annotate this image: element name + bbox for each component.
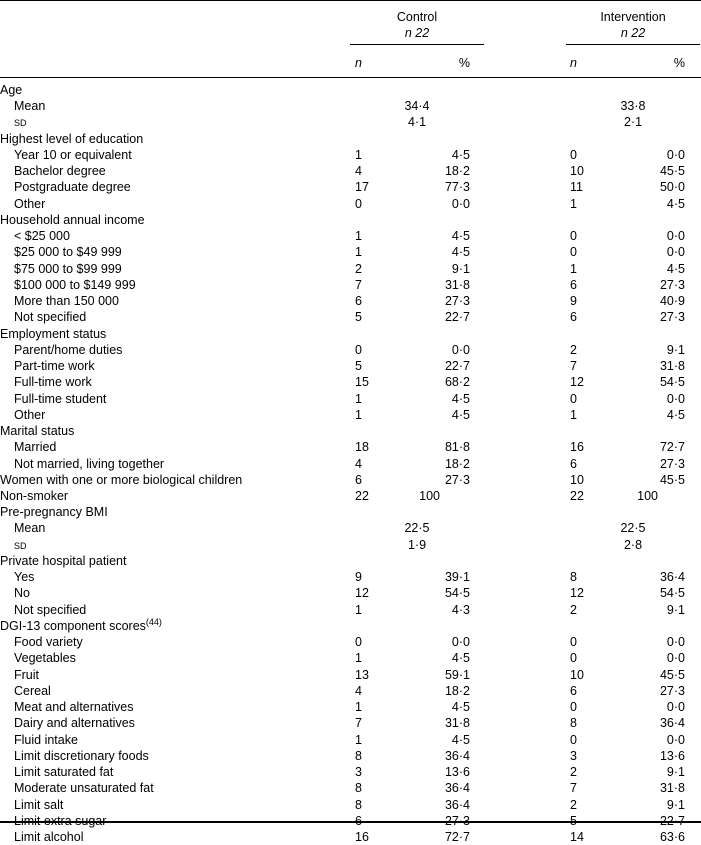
control-n: 2	[355, 262, 362, 276]
control-pct: 4·5	[451, 408, 470, 422]
control-pct: 4·5	[451, 229, 470, 243]
row-label: Other	[14, 408, 46, 422]
intervention-pct: 0·0	[666, 229, 685, 243]
row-label: Yes	[14, 570, 35, 584]
row-label: sd	[14, 538, 27, 552]
row-label: Private hospital patient	[0, 554, 127, 568]
control-n: 8	[355, 798, 362, 812]
row-label: Mean	[14, 99, 46, 113]
intervention-pct: 27·3	[659, 457, 685, 471]
control-n: 9	[355, 570, 362, 584]
row-label: < $25 000	[14, 229, 70, 243]
intervention-pct: 54·5	[659, 586, 685, 600]
intervention-pct: 45·5	[659, 668, 685, 682]
row-label: Pre-pregnancy BMI	[0, 505, 108, 519]
row-label: Employment status	[0, 327, 107, 341]
row-label: Cereal	[14, 684, 51, 698]
row-label: Dairy and alternatives	[14, 716, 135, 730]
row-label: More than 150 000	[14, 294, 119, 308]
control-pct: 4·5	[451, 651, 470, 665]
control-n-column-header: n	[355, 56, 362, 70]
control-pct: 0·0	[451, 343, 470, 357]
control-n: 7	[355, 716, 362, 730]
intervention-n: 6	[570, 457, 577, 471]
row-label: Age	[0, 83, 23, 97]
intervention-value: 2·8	[623, 538, 643, 552]
control-pct: 59·1	[444, 668, 470, 682]
intervention-n: 3	[570, 749, 577, 763]
intervention-n: 0	[570, 651, 577, 665]
row-label: Fluid intake	[14, 733, 78, 747]
intervention-pct: 27·3	[659, 310, 685, 324]
row-label: Mean	[14, 521, 46, 535]
row-label: Part-time work	[14, 359, 95, 373]
intervention-pct: 9·1	[666, 343, 685, 357]
control-n: 22	[355, 489, 369, 503]
intervention-group-underline	[566, 44, 700, 45]
intervention-pct: 0·0	[666, 635, 685, 649]
intervention-value: 33·8	[620, 99, 646, 113]
row-label: Limit salt	[14, 798, 64, 812]
row-label: Parent/home duties	[14, 343, 123, 357]
row-label: Not specified	[14, 603, 87, 617]
control-n: 12	[355, 586, 369, 600]
intervention-pct: 4·5	[666, 197, 685, 211]
intervention-n: 1	[570, 197, 577, 211]
intervention-pct: 9·1	[666, 798, 685, 812]
control-pct: 4·5	[451, 700, 470, 714]
intervention-n: 8	[570, 716, 577, 730]
intervention-n: 0	[570, 229, 577, 243]
intervention-pct: 31·8	[659, 359, 685, 373]
control-n: 8	[355, 781, 362, 795]
intervention-pct: 36·4	[659, 716, 685, 730]
intervention-pct: 4·5	[666, 408, 685, 422]
intervention-pct: 9·1	[666, 603, 685, 617]
intervention-pct: 0·0	[666, 651, 685, 665]
control-pct: 31·8	[444, 278, 470, 292]
control-pct: 18·2	[444, 164, 470, 178]
control-pct: 18·2	[444, 684, 470, 698]
row-label: Full-time work	[14, 375, 92, 389]
intervention-n: 11	[570, 180, 583, 194]
control-pct-column-header: %	[458, 56, 470, 70]
intervention-pct: 0·0	[666, 700, 685, 714]
intervention-n: 12	[570, 586, 584, 600]
control-n: 6	[355, 473, 362, 487]
intervention-n: 10	[570, 164, 584, 178]
control-group-header: Control	[396, 10, 438, 24]
control-n: 5	[355, 310, 362, 324]
control-value: 1·9	[407, 538, 427, 552]
control-n: 1	[355, 408, 362, 422]
control-pct: 31·8	[444, 716, 470, 730]
intervention-pct: 36·4	[659, 570, 685, 584]
control-group-underline	[350, 44, 484, 45]
control-n: 1	[355, 700, 362, 714]
intervention-pct: 40·9	[659, 294, 685, 308]
control-n: 1	[355, 229, 362, 243]
control-n: 3	[355, 765, 362, 779]
row-label: Not specified	[14, 310, 87, 324]
intervention-n: 22	[570, 489, 584, 503]
intervention-pct: 13·6	[659, 749, 685, 763]
row-label: Limit alcohol	[14, 830, 84, 844]
row-label: Married	[14, 440, 57, 454]
row-label: Meat and alternatives	[14, 700, 134, 714]
control-pct: 4·5	[451, 733, 470, 747]
control-n: 1	[355, 392, 362, 406]
row-label: Fruit	[14, 668, 39, 682]
control-pct: 0·0	[451, 635, 470, 649]
intervention-n: 0	[570, 148, 577, 162]
row-label: Vegetables	[14, 651, 76, 665]
control-pct: 68·2	[444, 375, 470, 389]
intervention-value: 22·5	[620, 521, 646, 535]
control-pct: 27·3	[444, 473, 470, 487]
footnote-reference: (44)	[145, 616, 162, 627]
control-value: 34·4	[404, 99, 430, 113]
row-label: Not married, living together	[14, 457, 165, 471]
control-pct: 4·5	[451, 148, 470, 162]
control-pct: 13·6	[444, 765, 470, 779]
intervention-pct: 0·0	[666, 148, 685, 162]
intervention-n: 1	[570, 262, 577, 276]
intervention-pct: 0·0	[666, 733, 685, 747]
row-label: Limit saturated fat	[14, 765, 114, 779]
control-pct: 36·4	[444, 781, 470, 795]
intervention-n: 0	[570, 245, 577, 259]
control-pct: 36·4	[444, 798, 470, 812]
control-n: 0	[355, 197, 362, 211]
intervention-n: 2	[570, 765, 577, 779]
row-label: Household annual income	[0, 213, 145, 227]
intervention-n: 0	[570, 700, 577, 714]
header-rule	[0, 77, 701, 78]
control-n: 0	[355, 343, 362, 357]
row-label: Full-time student	[14, 392, 107, 406]
row-label: Moderate unsaturated fat	[14, 781, 154, 795]
control-n: 17	[355, 180, 369, 194]
intervention-n: 8	[570, 570, 577, 584]
control-n: 7	[355, 278, 362, 292]
control-n: 5	[355, 359, 362, 373]
row-label: $75 000 to $99 999	[14, 262, 122, 276]
intervention-pct: 72·7	[659, 440, 685, 454]
intervention-pct-column-header: %	[673, 56, 685, 70]
intervention-pct: 27·3	[659, 684, 685, 698]
intervention-n: 6	[570, 278, 577, 292]
intervention-n-column-header: n	[570, 56, 577, 70]
control-n: 1	[355, 733, 362, 747]
intervention-n: 12	[570, 375, 584, 389]
control-pct: 81·8	[444, 440, 470, 454]
intervention-n: 6	[570, 310, 577, 324]
intervention-pct: 63·6	[659, 830, 685, 844]
control-n: 1	[355, 245, 362, 259]
intervention-pct: 0·0	[666, 245, 685, 259]
control-value: 4·1	[407, 115, 427, 129]
intervention-pct: 45·5	[659, 473, 685, 487]
control-pct: 4·3	[451, 603, 470, 617]
control-n: 1	[355, 651, 362, 665]
control-pct: 54·5	[444, 586, 470, 600]
intervention-pct: 9·1	[666, 765, 685, 779]
intervention-pct: 31·8	[659, 781, 685, 795]
row-label: Food variety	[14, 635, 83, 649]
control-pct: 22·7	[444, 359, 470, 373]
intervention-pct: 54·5	[659, 375, 685, 389]
intervention-n: 7	[570, 359, 577, 373]
intervention-n: 2	[570, 798, 577, 812]
control-pct: 4·5	[451, 392, 470, 406]
control-n: 4	[355, 457, 362, 471]
control-pct: 9·1	[451, 262, 470, 276]
control-value: 22·5	[404, 521, 430, 535]
row-label: No	[14, 586, 30, 600]
control-pct: 18·2	[444, 457, 470, 471]
control-n: 4	[355, 684, 362, 698]
intervention-pct: 100	[637, 489, 658, 503]
intervention-n: 1	[570, 408, 577, 422]
intervention-n: 16	[570, 440, 584, 454]
control-pct: 39·1	[444, 570, 470, 584]
control-pct: 27·3	[444, 294, 470, 308]
control-n: 16	[355, 830, 369, 844]
control-n: 6	[355, 294, 362, 308]
intervention-n: 6	[570, 684, 577, 698]
row-label: Year 10 or equivalent	[14, 148, 132, 162]
intervention-pct: 50·0	[659, 180, 685, 194]
row-label: DGI-13 component scores$^{(44)}$	[0, 616, 162, 633]
row-label: Other	[14, 197, 46, 211]
intervention-pct: 4·5	[666, 262, 685, 276]
intervention-n: 9	[570, 294, 577, 308]
row-label: $25 000 to $49 999	[14, 245, 122, 259]
row-label: Women with one or more biological children	[0, 473, 243, 487]
intervention-n: 2	[570, 603, 577, 617]
intervention-group-header: Intervention	[600, 10, 666, 24]
intervention-value: 2·1	[623, 115, 643, 129]
intervention-pct: 45·5	[659, 164, 685, 178]
control-n: 1	[355, 148, 362, 162]
intervention-n: 2	[570, 343, 577, 357]
control-pct: 4·5	[451, 245, 470, 259]
intervention-group-n: n 22	[620, 26, 646, 40]
intervention-n: 14	[570, 830, 584, 844]
intervention-n: 7	[570, 781, 577, 795]
control-pct: 100	[419, 489, 440, 503]
control-n: 4	[355, 164, 362, 178]
row-label: Marital status	[0, 424, 75, 438]
intervention-n: 10	[570, 668, 584, 682]
row-label: Limit discretionary foods	[14, 749, 149, 763]
control-n: 13	[355, 668, 369, 682]
control-pct: 22·7	[444, 310, 470, 324]
intervention-n: 0	[570, 392, 577, 406]
row-label: $100 000 to $149 999	[14, 278, 136, 292]
row-label: Postgraduate degree	[14, 180, 131, 194]
intervention-n: 0	[570, 733, 577, 747]
control-pct: 72·7	[444, 830, 470, 844]
row-label: Bachelor degree	[14, 164, 106, 178]
row-label: Highest level of education	[0, 132, 144, 146]
row-label: sd	[14, 115, 27, 129]
intervention-pct: 27·3	[659, 278, 685, 292]
bottom-rule	[0, 821, 701, 823]
control-n: 0	[355, 635, 362, 649]
control-pct: 36·4	[444, 749, 470, 763]
control-n: 18	[355, 440, 369, 454]
control-pct: 0·0	[451, 197, 470, 211]
intervention-n: 0	[570, 635, 577, 649]
control-pct: 77·3	[444, 180, 470, 194]
top-rule	[0, 0, 701, 1]
intervention-pct: 0·0	[666, 392, 685, 406]
control-group-n: n 22	[404, 26, 430, 40]
control-n: 1	[355, 603, 362, 617]
control-n: 15	[355, 375, 369, 389]
control-n: 8	[355, 749, 362, 763]
row-label: Non-smoker	[0, 489, 69, 503]
intervention-n: 10	[570, 473, 584, 487]
